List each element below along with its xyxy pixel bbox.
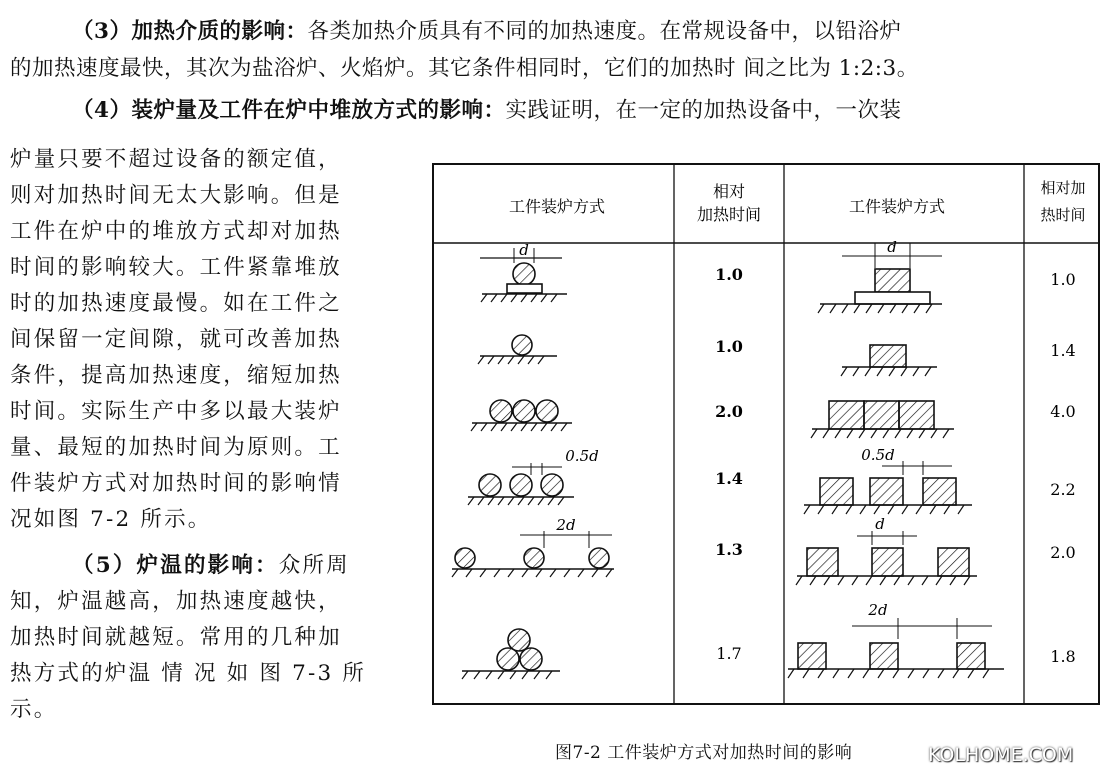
sketch-square-2d-gap [788,618,1004,669]
p5-line1-text: 众所周 [278,553,350,578]
dim-label-d-right-gap: d [875,515,885,533]
time-left-row4: 1.4 [715,469,743,488]
time-right-row1: 1.0 [1050,270,1076,289]
p4-line: 量、最短的加热时间为原则。工 [10,435,342,460]
header-time-left-2: 加热时间 [696,205,762,224]
p5-line-1 [72,548,350,579]
p4-line: 炉量只要不超过设备的额定值， [10,147,342,172]
time-right-row4: 2.2 [1050,480,1076,499]
time-right-row5: 2.0 [1050,543,1076,562]
p4-line: 工件在炉中的堆放方式却对加热 [10,219,342,244]
p4-line1-text: 实践证明，在一定的加热设备中，一次装 [505,98,902,123]
dim-label-half-d-right: 0.5d [861,446,895,464]
p4-line: 则对加热时间无太大影响。但是 [10,183,342,208]
dim-label-d-right: d [887,238,897,256]
p5-heading: （5）炉温的影响： [72,553,279,578]
sketch-round-single [480,335,557,356]
sketch-round-stacked [462,629,560,671]
p4-line: 时的加热速度最慢。如在工件之 [10,291,342,316]
p4-line-1 [72,93,901,124]
sketch-round-2d-gap [452,531,614,569]
p5-line: 热方式的炉温 情 况 如 图 7-3 所 [10,661,367,686]
p5-line: 示。 [10,697,58,722]
header-time-left-1: 相对 [712,182,746,201]
figure-7-2-table [432,163,1100,705]
right-layout-sketches [788,243,1004,669]
p4-line: 况如图 7-2 所示。 [10,507,212,532]
sketch-square-d-gap [797,531,977,576]
time-right-row2: 1.4 [1050,341,1076,360]
p3-heading: （3）加热介质的影响： [72,19,308,44]
time-left-row2: 1.0 [715,337,743,356]
p3-line-1 [72,14,901,45]
header-layout-right: 工件装炉方式 [848,197,946,216]
p3-line-2: 的加热速度最快，其次为盐浴炉、火焰炉。其它条件相同时，它们的加热时 间之比为 1:2:3。 [10,56,919,81]
table-frame [433,164,1099,704]
p3-line1-text: 各类加热介质具有不同的加热速度。在常规设备中，以铅浴炉 [307,19,902,44]
sketch-square-on-block [820,243,942,304]
time-left-row1: 1.0 [715,265,743,284]
sketch-square-half-d-gap [804,461,972,505]
sketch-square-single [842,345,937,367]
p4-line: 条件，提高加热速度，缩短加热 [10,363,342,388]
time-right-row3: 4.0 [1050,402,1076,421]
time-left-row5: 1.3 [715,540,743,559]
dim-label-2d-left: 2d [556,516,576,534]
p5-line: 加热时间就越短。常用的几种加 [10,625,342,650]
header-layout-left: 工件装炉方式 [508,197,606,216]
watermark: KOLHOME.COM [928,744,1074,766]
p4-line: 间保留一定间隙，就可改善加热 [10,327,342,352]
time-left-row6: 1.7 [716,644,742,663]
time-left-row3: 2.0 [715,402,743,421]
dim-label-d-left: d [519,241,529,259]
time-right-row6: 1.8 [1050,647,1076,666]
header-time-right-1: 相对加 [1040,179,1086,197]
p4-line: 件装炉方式对加热时间的影响情 [10,471,342,496]
p4-line: 时间。实际生产中多以最大装炉 [10,399,342,424]
sketch-round-half-d-gap [468,463,574,497]
figure-caption: 图7-2 工件装炉方式对加热时间的影响 [555,743,853,763]
sketch-square-touching-three [812,401,954,429]
p4-line: 时间的影响较大。工件紧靠堆放 [10,255,342,280]
dim-label-2d-right: 2d [868,601,888,619]
p4-heading: （4）装炉量及工件在炉中堆放方式的影响： [72,98,506,123]
dim-label-half-d-left: 0.5d [565,447,599,465]
sketch-round-touching-three [472,400,572,423]
p5-line: 知，炉温越高，加热速度越快， [10,589,342,614]
header-time-right-2: 热时间 [1040,206,1086,224]
